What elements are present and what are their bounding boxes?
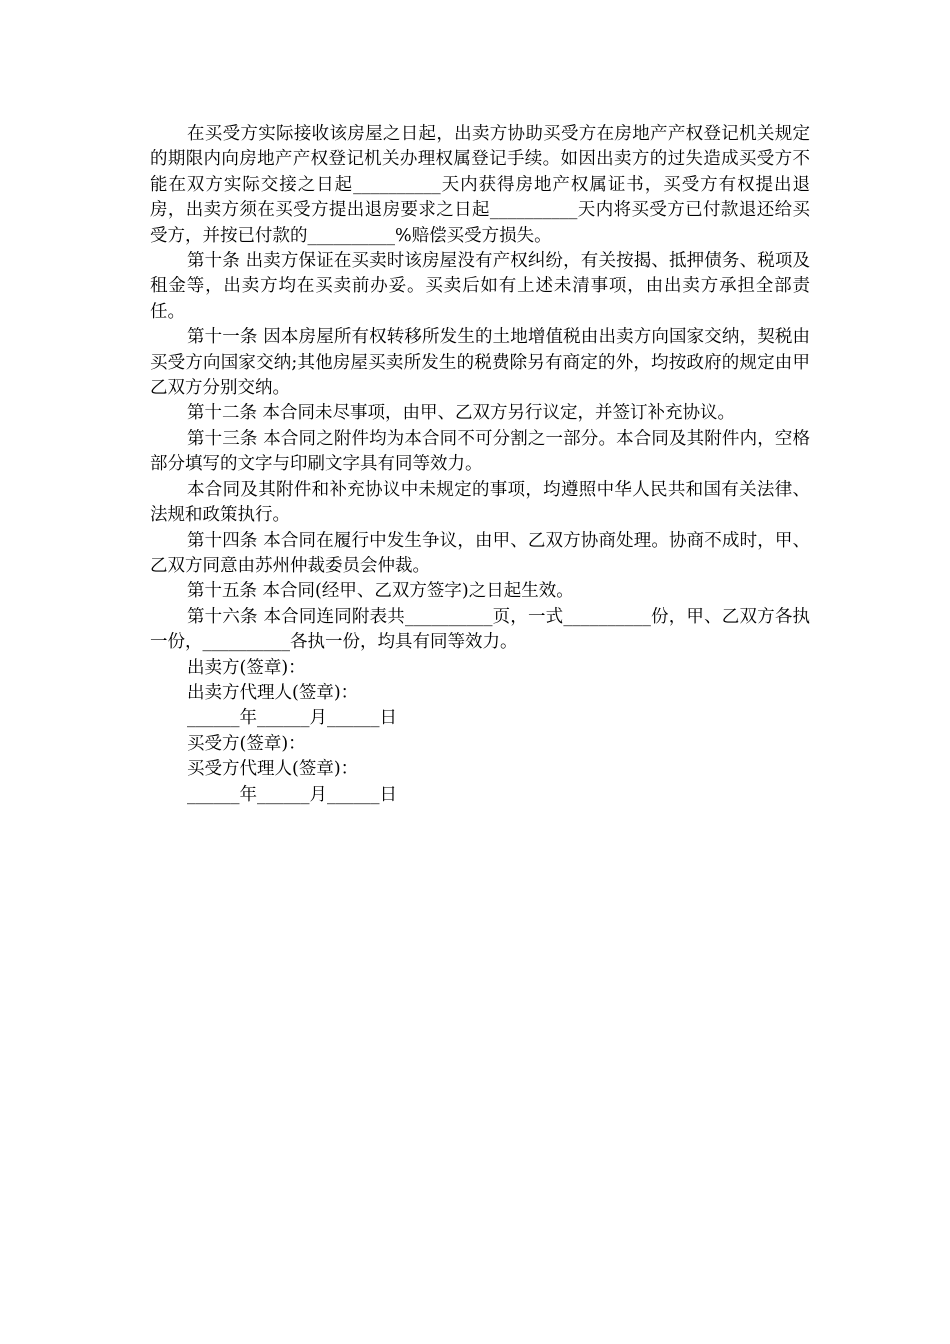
paragraph-article-12: 第十二条 本合同未尽事项，由甲、乙双方另行议定，并签订补充协议。 bbox=[187, 403, 736, 424]
paragraph-article-11: 第十一条 因本房屋所有权转移所发生的土地增值税由出卖方向国家交纳，契税由买受方向国家交纳;其他房屋买卖所发生的税费除另有商定的外，均按政府的规定由甲乙双方分别交纳。 bbox=[150, 327, 810, 399]
paragraph-article-10: 第十条 出卖方保证在买卖时该房屋没有产权纠纷，有关按揭、抵押债务、税项及租金等，出卖方均在买卖前办妥。买卖后如有上述未清事项，由出卖方承担全部责任。 bbox=[150, 251, 810, 322]
seller-date-line: ______年______月______日 bbox=[187, 708, 397, 729]
paragraph-article-14: 第十四条 本合同在履行中发生争议，由甲、乙双方协商处理。协商不成时，甲、乙双方同意由苏州仲裁委员会仲裁。 bbox=[150, 530, 810, 576]
seller-agent-signature-line: 出卖方代理人(签章)： bbox=[187, 682, 359, 703]
seller-signature-line: 出卖方(签章)： bbox=[187, 657, 306, 678]
buyer-date-line: ______年______月______日 bbox=[187, 784, 397, 805]
buyer-agent-signature-line: 买受方代理人(签章)： bbox=[187, 759, 359, 780]
paragraph-registration: 在买受方实际接收该房屋之日起，出卖方协助买受方在房地产产权登记机关规定的期限内向房地产产权登记机关办理权属登记手续。如因出卖方的过失造成买受方不能在双方实际交接之日起__________天内获得房地产权属证书，买受方有权提出退房，出卖方须在买受方提出退房要求之日起__________天内将买受方已付款退还给买受方，并按已付款的__________%赔偿买受方损失。 bbox=[150, 124, 810, 246]
document-page bbox=[150, 122, 810, 808]
buyer-signature-line: 买受方(签章)： bbox=[187, 733, 306, 754]
paragraph-article-13: 第十三条 本合同之附件均为本合同不可分割之一部分。本合同及其附件内，空格部分填写的文字与印刷文字具有同等效力。 bbox=[150, 428, 810, 475]
paragraph-article-16: 第十六条 本合同连同附表共__________页，一式__________份，甲、乙双方各执一份，__________各执一份，均具有同等效力。 bbox=[150, 606, 810, 653]
paragraph-article-15: 第十五条 本合同(经甲、乙双方签字)之日起生效。 bbox=[187, 581, 574, 602]
paragraph-unregulated-matters: 本合同及其附件和补充协议中未规定的事项，均遵照中华人民共和国有关法律、法规和政策执行。 bbox=[150, 479, 810, 526]
signature-block bbox=[150, 656, 810, 808]
